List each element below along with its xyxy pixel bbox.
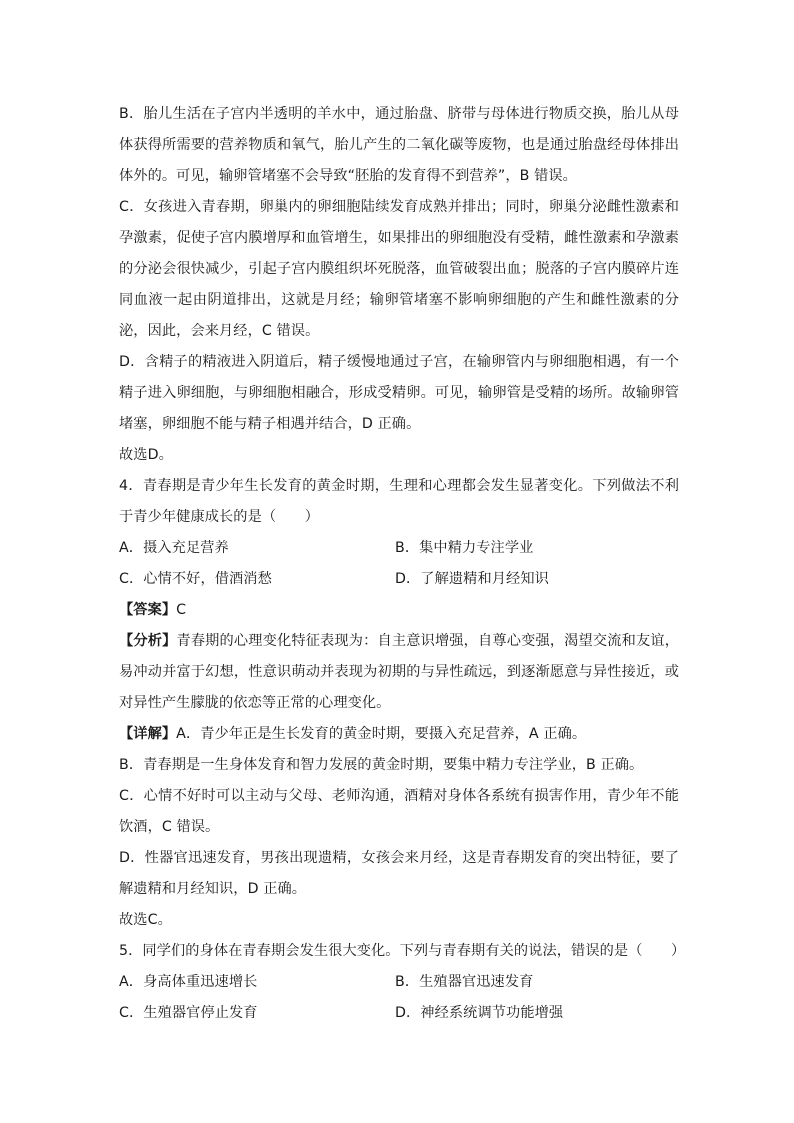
q4-option-a: A．摄入充足营养 [119,540,229,556]
q3-option-c-explanation: C．女孩进入青春期，卵巢内的卵细胞陆续发育成熟并排出；同时，卵巢分泌雌性激素和孕激素，促使子宫内膜增厚和血管增生，如果排出的卵细胞没有受精，雌性激素和孕激素的分泌会很快减少，引起子宫内膜组织坏死脱落，血管破裂出血；脱落的子宫内膜碎片连同血液一起由阴道排出，这就是月经；输卵管堵塞不影响卵细胞的产生和雌性激素的分泌，因此，会来月经，C 错误。 [119,199,679,339]
q4-option-d: D．了解遗精和月经知识 [395,571,549,587]
q4-options-row-1 [119,533,679,564]
q4-detail-option-d: D．性器官迅速发育，男孩出现遗精，女孩会来月经，这是青春期发育的突出特征，要了解遗精和月经知识，D 正确。 [119,850,679,897]
q4-option-b: B．集中精力专注学业 [395,540,534,556]
q4-detail-option-c: C．心情不好时可以主动与父母、老师沟通，酒精对身体各系统有损害作用，青少年不能饮酒，C 错误。 [119,788,679,835]
q4-analysis [119,626,679,719]
q5-option-d: D．神经系统调节功能增强 [395,1005,564,1021]
q5-options-row-2 [119,998,679,1029]
q3-option-b-explanation: B．胎儿生活在子宫内半透明的羊水中，通过胎盘、脐带与母体进行物质交换，胎儿从母体获得所需要的营养物质和氧气，胎儿产生的二氧化碳等废物，也是通过胎盘经母体排出体外的。可见，输卵管堵塞不会导致“胚胎的发育得不到营养”，B 错误。 [119,106,679,184]
q4-stem: 4．青春期是青少年生长发育的黄金时期，生理和心理都会发生显著变化。下列做法不利于青少年健康成长的是（ ） [119,478,679,525]
analysis-label: 【分析】 [119,633,177,649]
answer-value: C [176,602,187,618]
q5-option-b: B．生殖器官迅速发育 [395,974,534,990]
q4-answer [119,595,679,626]
answer-label: 【答案】 [119,602,177,618]
q4-detail [119,719,679,750]
detail-label: 【详解】 [119,726,177,742]
q4-choice: 故选C。 [119,912,172,928]
q4-detail-option-b: B．青春期是一生身体发育和智力发展的黄金时期，要集中精力专注学业，B 正确。 [119,757,644,773]
q5-options-row-1 [119,967,679,998]
page-content [119,99,686,1029]
detail-option-a: A．青少年正是生长发育的黄金时期，要摄入充足营养，A 正确。 [176,726,587,742]
q4-option-c: C．心情不好，借酒消愁 [119,571,272,587]
q5-option-c: C．生殖器官停止发育 [119,1005,258,1021]
q4-options-row-2 [119,564,679,595]
q5-option-a: A．身高体重迅速增长 [119,974,258,990]
analysis-text: 青春期的心理变化特征表现为：自主意识增强，自尊心变强，渴望交流和友谊，易冲动并富于幻想，性意识萌动并表现为初期的与异性疏远，到逐渐愿意与异性接近，或对异性产生朦胧的依恋等正常的心理变化。 [119,633,679,711]
q3-option-d-explanation: D．含精子的精液进入阴道后，精子缓慢地通过子宫，在输卵管内与卵细胞相遇，有一个精子进入卵细胞，与卵细胞相融合，形成受精卵。可见，输卵管是受精的场所。故输卵管堵塞，卵细胞不能与精子相遇并结合，D 正确。 [119,354,679,432]
q5-stem: 5．同学们的身体在青春期会发生很大变化。下列与青春期有关的说法，错误的是（ ） [119,943,686,959]
q3-choice: 故选D。 [119,447,173,463]
